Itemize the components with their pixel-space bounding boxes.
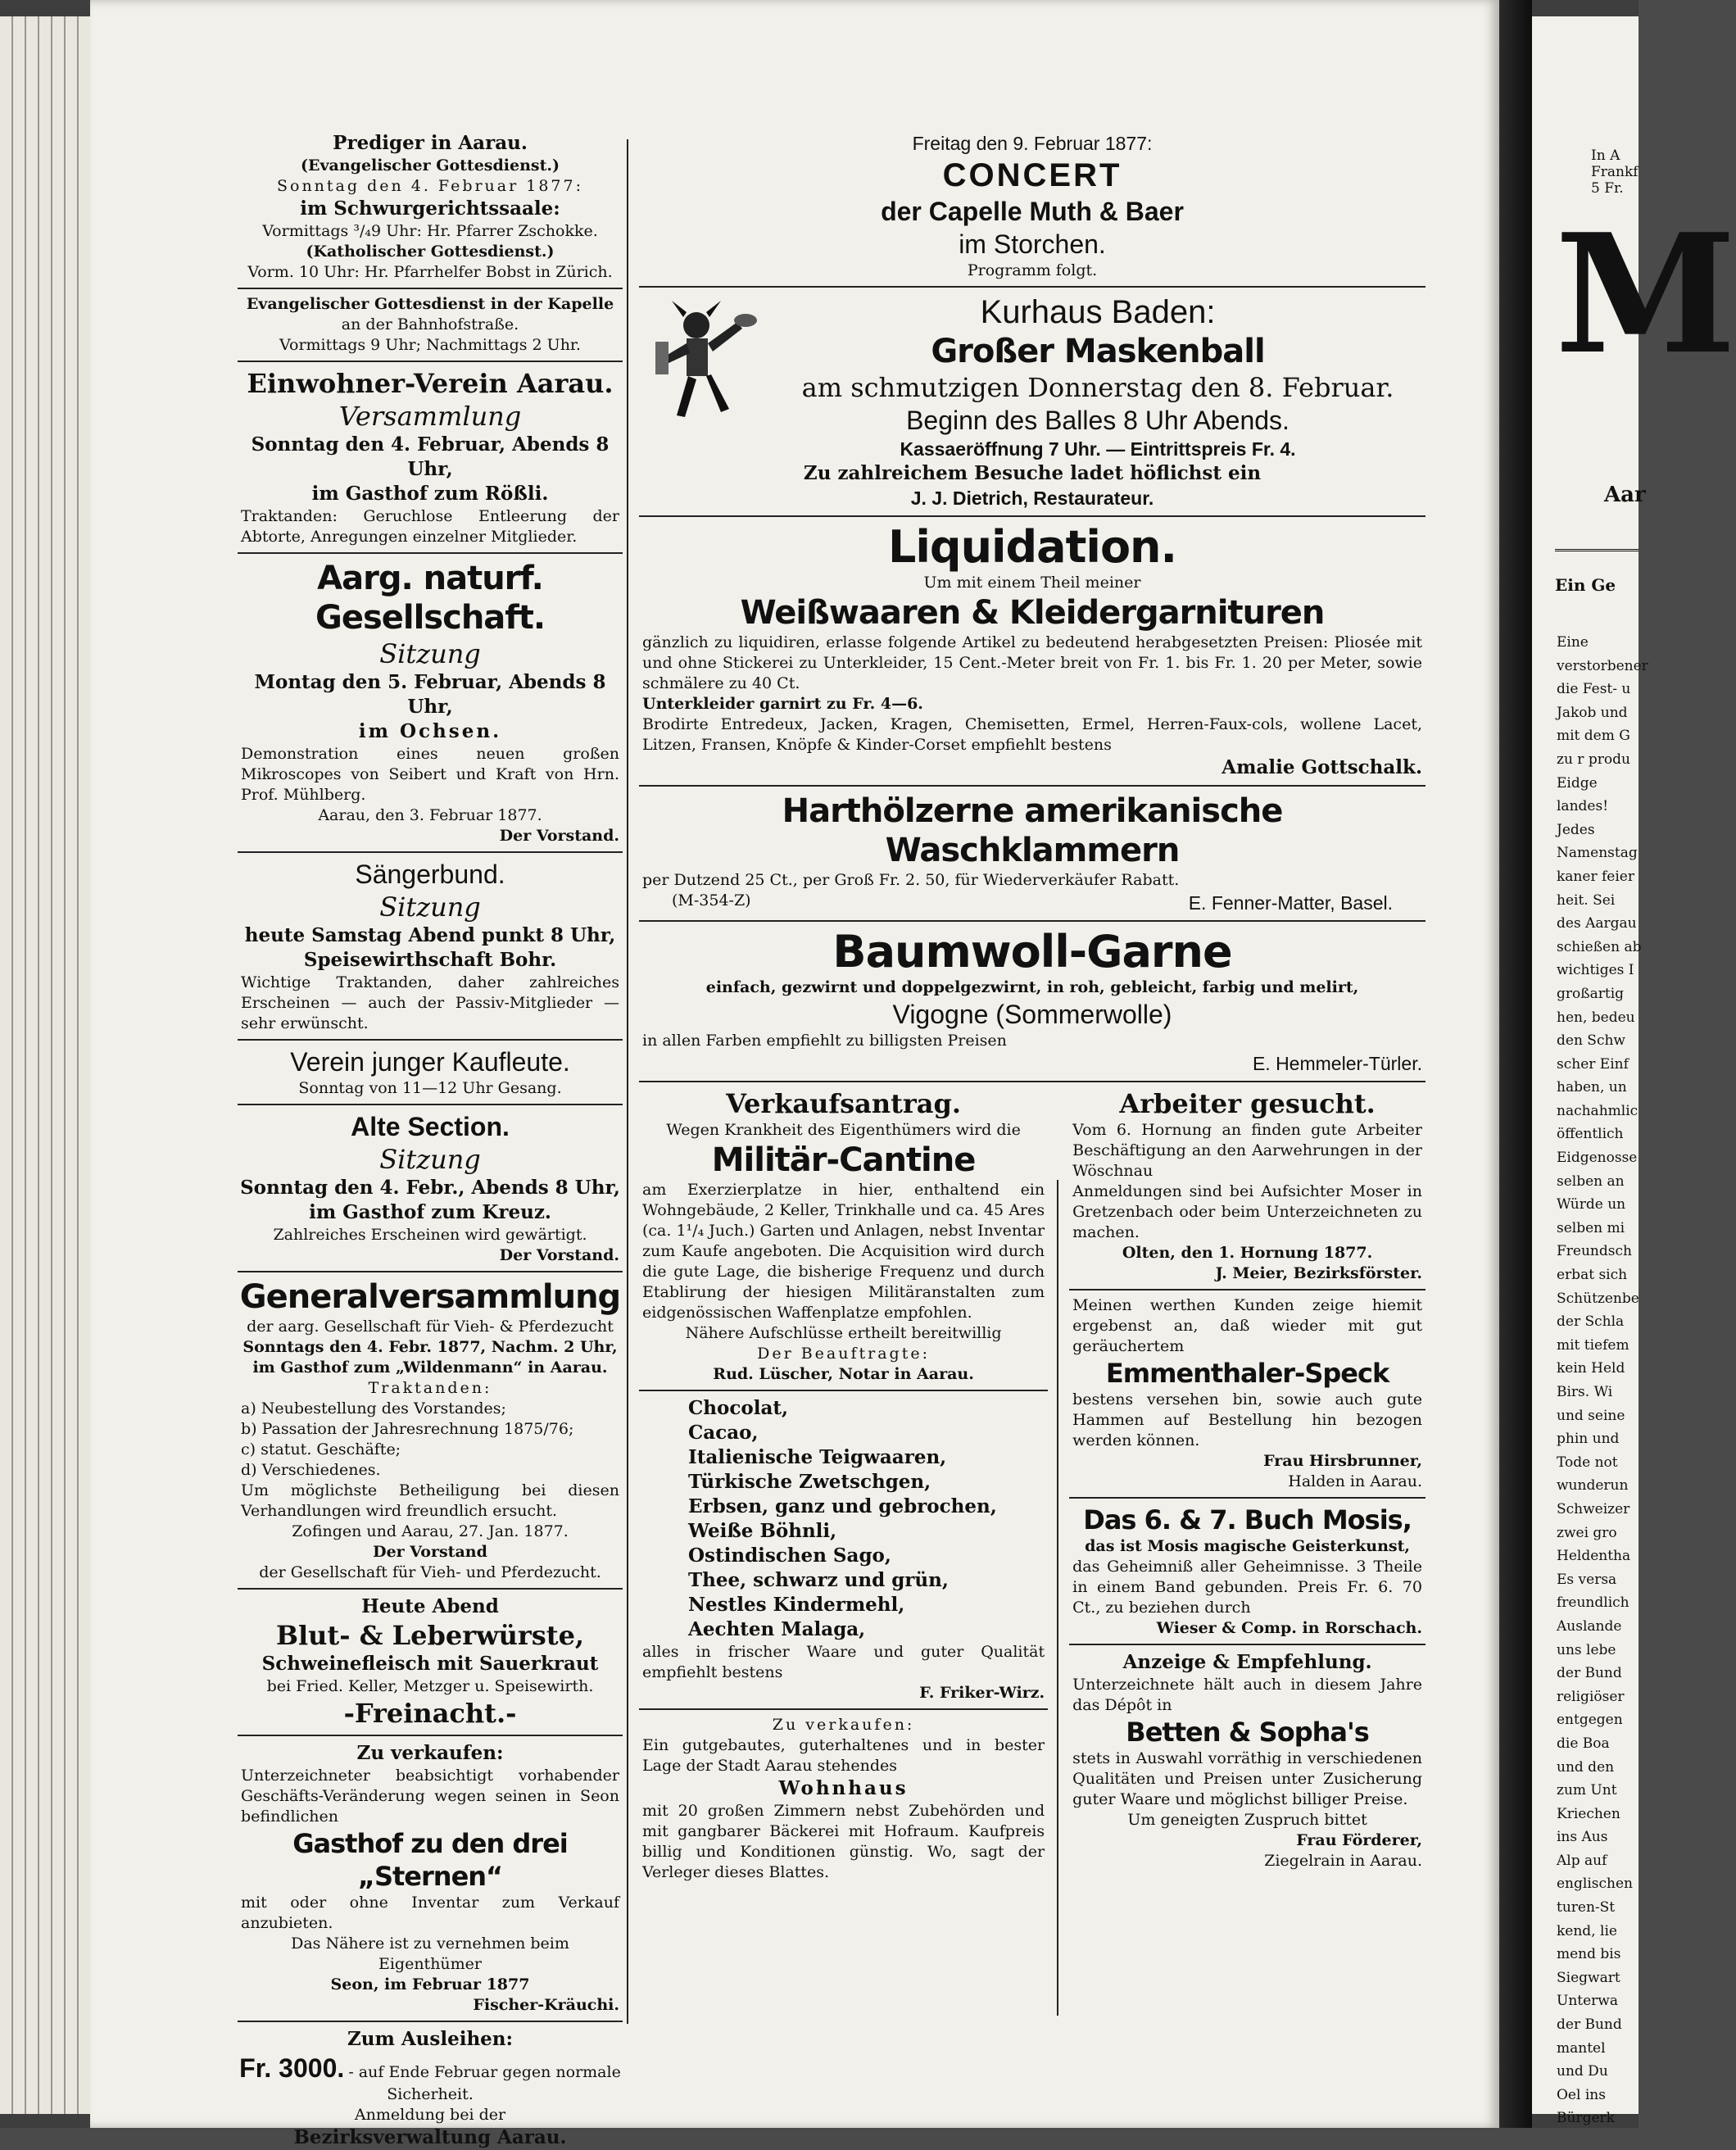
middle-column bbox=[639, 131, 1426, 1883]
adjacent-text-line: und seine bbox=[1557, 1407, 1625, 1424]
colonial-item: Cacao, bbox=[688, 1422, 759, 1444]
arbeiter-sign: J. Meier, Bezirksförster. bbox=[1215, 1264, 1422, 1282]
verkaufen-text3: Das Nähere ist zu vernehmen beim Eigenthümer bbox=[291, 1935, 569, 1973]
alte-sign: Der Vorstand. bbox=[499, 1246, 619, 1264]
anzeige-place: Ziegelrain in Aarau. bbox=[1264, 1852, 1422, 1870]
blut-l5: -Freinacht.- bbox=[343, 1698, 517, 1729]
adjacent-text-line: uns lebe bbox=[1557, 1641, 1616, 1658]
kaufleute-title: Verein junger Kaufleute. bbox=[290, 1047, 570, 1077]
adjacent-text-line: Eidgenosse bbox=[1557, 1150, 1638, 1167]
general-trakt: Traktanden: bbox=[368, 1379, 492, 1397]
adjacent-text-line: Birs. Wi bbox=[1557, 1384, 1613, 1400]
saengerbund-title: Sängerbund. bbox=[355, 860, 505, 889]
saengerbund-when: heute Samstag Abend punkt 8 Uhr, bbox=[244, 924, 616, 946]
adjacent-text-line: ins Aus bbox=[1557, 1829, 1608, 1846]
divider bbox=[639, 515, 1426, 517]
divider bbox=[639, 1708, 1048, 1710]
adjacent-text-line: Schützenbe bbox=[1557, 1290, 1639, 1307]
divider bbox=[238, 1588, 623, 1590]
alte-sub: Sitzung bbox=[379, 1144, 481, 1175]
ad-militaer-cantine bbox=[639, 1087, 1048, 1385]
liquidation-title: Liquidation. bbox=[888, 521, 1176, 573]
liquidation-big: Weißwaaren & Kleidergarnituren bbox=[740, 594, 1325, 632]
kurhaus-when: am schmutzigen Donnerstag den 8. Februar. bbox=[801, 372, 1394, 403]
ausleihen-title: Zum Ausleihen: bbox=[347, 2028, 514, 2050]
prediger-ev-heading: (Evangelischer Gottesdienst.) bbox=[301, 156, 560, 175]
general-title: Generalversammlung bbox=[239, 1278, 621, 1316]
adjacent-text-line: großartig bbox=[1557, 985, 1625, 1002]
speck-sign: Frau Hirsbrunner, bbox=[1263, 1452, 1422, 1470]
adjacent-text-line: Tode not bbox=[1557, 1454, 1618, 1471]
sub-column-right bbox=[1058, 1087, 1426, 1883]
concert-date: Freitag den 9. Februar 1877: bbox=[912, 133, 1153, 154]
colonial-text: alles in frischer Waare und guter Qualität empfiehlt bestens bbox=[642, 1643, 1045, 1681]
verkaufen-sign: Fischer-Kräuchi. bbox=[473, 1996, 619, 2014]
adjacent-text-line: mend bis bbox=[1557, 1946, 1621, 1963]
general-line2: Sonntags den 4. Febr. 1877, Nachm. 2 Uhr, bbox=[242, 1338, 618, 1356]
naturf-sign: Der Vorstand. bbox=[499, 827, 619, 845]
adjacent-text-line: mit tiefem bbox=[1557, 1336, 1629, 1354]
prediger-place: im Schwurgerichtssaale: bbox=[300, 197, 560, 220]
divider bbox=[238, 851, 623, 853]
arbeiter-text: Vom 6. Hornung an finden gute Arbeiter Beschäftigung an den Aarwehrungen in der Wöschnau bbox=[1072, 1121, 1422, 1180]
adjacent-text-line: Eine bbox=[1557, 634, 1589, 651]
arbeiter-date: Olten, den 1. Hornung 1877. bbox=[1122, 1244, 1373, 1262]
waschklammern-text: per Dutzend 25 Ct., per Groß Fr. 2. 50, für Wiederverkäufer Rabatt. bbox=[642, 871, 1180, 889]
book-gutter bbox=[1499, 0, 1532, 2128]
verkaufsantrag-big: Militär-Cantine bbox=[711, 1141, 976, 1179]
wohnhaus-big: Wohnhaus bbox=[778, 1777, 909, 1799]
adjacent-top-line: 5 Fr. bbox=[1591, 180, 1624, 197]
einwohner-sub: Versammlung bbox=[338, 401, 522, 432]
ad-liquidation bbox=[639, 522, 1426, 780]
adjacent-text-line: der Schla bbox=[1557, 1313, 1625, 1331]
mosis-title: Das 6. & 7. Buch Mosis, bbox=[1083, 1504, 1412, 1535]
waschklammern-code: (M-354-Z) bbox=[672, 891, 751, 909]
mosis-sign: Wieser & Comp. in Rorschach. bbox=[1156, 1619, 1422, 1637]
blut-l3: Schweinefleisch mit Sauerkraut bbox=[261, 1653, 599, 1675]
baumwolle-vigogne: Vigogne (Sommerwolle) bbox=[892, 1000, 1172, 1029]
colonial-item: Italienische Teigwaaren, bbox=[688, 1446, 947, 1468]
waschklammern-title: Harthölzerne amerikanische Waschklammern bbox=[782, 792, 1283, 869]
general-sign2: der Gesellschaft für Vieh- und Pferdezucht. bbox=[259, 1563, 601, 1581]
concert-where: im Storchen. bbox=[959, 229, 1106, 259]
adjacent-text-line: Jedes bbox=[1557, 821, 1595, 838]
wohnhaus-text: Ein gutgebautes, guterhaltenes und in bester Lage der Stadt Aarau stehendes bbox=[642, 1736, 1045, 1775]
wohnhaus-text2: mit 20 großen Zimmern nebst Zubehörden und mit gangbarer Bäckerei mit Hofraum. Kaufpreis billig und Konditionen günstig. Wo, sagt der Verleger dieses Blattes. bbox=[642, 1802, 1045, 1881]
adjacent-text-line: Eidge bbox=[1557, 774, 1598, 792]
arbeiter-title: Arbeiter gesucht. bbox=[1119, 1088, 1376, 1119]
saengerbund-sub: Sitzung bbox=[379, 891, 481, 923]
divider bbox=[238, 552, 623, 554]
mosis-sub: das ist Mosis magische Geisterkunst, bbox=[1085, 1537, 1410, 1555]
divider bbox=[639, 1390, 1048, 1391]
adjacent-text-line: des Aargau bbox=[1557, 915, 1637, 932]
alte-when: Sonntag den 4. Febr., Abends 8 Uhr, bbox=[240, 1177, 620, 1199]
blut-l1: Heute Abend bbox=[361, 1595, 499, 1617]
adjacent-text-line: Siegwart bbox=[1557, 1969, 1620, 1986]
waschklammern-footer bbox=[639, 891, 1426, 915]
adjacent-text-line: haben, un bbox=[1557, 1079, 1627, 1096]
kurhaus-sign: J. J. Dietrich, Restaurateur. bbox=[910, 488, 1154, 509]
ad-alte-section bbox=[238, 1110, 623, 1266]
ausleihen-sign: Bezirksverwaltung Aarau. bbox=[293, 2126, 567, 2148]
general-line1: der aarg. Gesellschaft für Vieh- & Pferdezucht bbox=[247, 1318, 614, 1336]
adjacent-text-line: Kriechen bbox=[1557, 1805, 1620, 1822]
ad-einwohner-verein bbox=[238, 367, 623, 547]
verkaufen-text2: mit oder ohne Inventar zum Verkauf anzubieten. bbox=[241, 1894, 619, 1932]
adjacent-text-line: den Schw bbox=[1557, 1032, 1625, 1050]
ad-concert bbox=[639, 131, 1426, 281]
adjacent-text-line: wichtiges I bbox=[1557, 962, 1634, 979]
adjacent-text-line: schießen ab bbox=[1557, 938, 1642, 955]
adjacent-text-line: verstorbener bbox=[1557, 657, 1648, 674]
ad-junge-kaufleute bbox=[238, 1046, 623, 1099]
colonial-list bbox=[639, 1396, 1048, 1642]
baumwolle-sign: E. Hemmeler-Türler. bbox=[1252, 1053, 1422, 1074]
colonial-sign: F. Friker-Wirz. bbox=[919, 1684, 1045, 1702]
divider bbox=[639, 286, 1426, 288]
saengerbund-where: Speisewirthschaft Bohr. bbox=[303, 949, 557, 971]
adjacent-text-line: Heldentha bbox=[1557, 1548, 1631, 1565]
adjacent-text-line: zwei gro bbox=[1557, 1524, 1617, 1541]
ausleihen-amount: Fr. 3000. bbox=[239, 2053, 345, 2083]
einwohner-when: Sonntag den 4. Februar, Abends 8 Uhr, bbox=[251, 433, 610, 480]
divider bbox=[238, 361, 623, 362]
speck-intro: Meinen werthen Kunden zeige hiemit ergebenst an, daß wieder mit gut geräuchertem bbox=[1072, 1296, 1422, 1355]
ad-kurhaus-baden bbox=[639, 293, 1426, 510]
einwohner-text: Traktanden: Geruchlose Entleerung der Abtorte, Anregungen einzelner Mitglieder. bbox=[241, 507, 619, 546]
colonial-item: Nestles Kindermehl, bbox=[688, 1594, 905, 1616]
jester-illustration bbox=[639, 293, 762, 440]
general-item: c) statut. Geschäfte; bbox=[241, 1440, 401, 1458]
colonial-item: Aechten Malaga, bbox=[688, 1618, 866, 1640]
adjacent-text-line: Alp auf bbox=[1557, 1852, 1607, 1869]
general-sign: Der Vorstand bbox=[373, 1543, 487, 1561]
baumwolle-title: Baumwoll-Garne bbox=[832, 926, 1232, 977]
column-divider bbox=[627, 139, 628, 2024]
divider bbox=[1069, 1289, 1426, 1290]
einwohner-title: Einwohner-Verein Aarau. bbox=[247, 368, 614, 399]
blut-l2: Blut- & Leberwürste, bbox=[275, 1620, 585, 1651]
naturf-sub: Sitzung bbox=[379, 638, 481, 669]
kaufleute-text: Sonntag von 11—12 Uhr Gesang. bbox=[298, 1079, 562, 1097]
prediger-kapelle: Evangelischer Gottesdienst in der Kapelle bbox=[246, 295, 614, 313]
ad-prediger bbox=[238, 131, 623, 356]
adjacent-text-line: öffentlich bbox=[1557, 1126, 1624, 1143]
ad-generalversammlung bbox=[238, 1277, 623, 1583]
ad-baumwoll-garne bbox=[639, 927, 1426, 1076]
speck-big: Emmenthaler-Speck bbox=[1105, 1358, 1389, 1389]
adjacent-page-cropped bbox=[1532, 16, 1736, 2127]
adjacent-text-line: landes! bbox=[1557, 798, 1609, 815]
adjacent-text-line: der Bund bbox=[1557, 1665, 1622, 1682]
naturf-date: Aarau, den 3. Februar 1877. bbox=[318, 806, 542, 824]
adjacent-text-line: mantel bbox=[1557, 2039, 1606, 2057]
adjacent-text-line: scher Einf bbox=[1557, 1055, 1629, 1073]
adjacent-text-line: Es versa bbox=[1557, 1571, 1617, 1588]
adjacent-text-line: Freundsch bbox=[1557, 1243, 1632, 1260]
adjacent-text-line: selben an bbox=[1557, 1173, 1625, 1190]
arbeiter-text2: Anmeldungen sind bei Aufsichter Moser in Gretzenbach oder beim Unterzeichneten zu machen. bbox=[1072, 1182, 1422, 1241]
general-date: Zofingen und Aarau, 27. Jan. 1877. bbox=[292, 1522, 569, 1540]
wohnhaus-title: Zu verkaufen: bbox=[772, 1716, 915, 1734]
ad-wohnhaus bbox=[639, 1715, 1048, 1883]
general-item: d) Verschiedenes. bbox=[241, 1461, 381, 1479]
adjacent-text-line: kend, lie bbox=[1557, 1922, 1617, 1939]
adjacent-top-line: In A bbox=[1591, 147, 1620, 164]
adjacent-text-line: heit. Sei bbox=[1557, 891, 1616, 909]
adjacent-text-line: Schweizer bbox=[1557, 1500, 1630, 1517]
general-items bbox=[238, 1399, 623, 1481]
waschklammern-sign: E. Fenner-Matter, Basel. bbox=[1188, 892, 1393, 914]
prediger-date: Sonntag den 4. Februar 1877: bbox=[276, 177, 584, 195]
naturf-text: Demonstration eines neuen großen Mikroscopes von Seibert und Kraft von Hrn. Prof. Mühlberg. bbox=[241, 745, 619, 804]
prediger-kath-text: Vorm. 10 Uhr: Hr. Pfarrhelfer Bobst in Zürich. bbox=[247, 263, 613, 281]
adjacent-text-line: kaner feier bbox=[1557, 868, 1634, 885]
verkaufen-date: Seon, im Februar 1877 bbox=[330, 1975, 530, 1994]
liquidation-text2: Unterkleider garnirt zu Fr. 4—6. bbox=[642, 695, 923, 713]
anzeige-text: Unterzeichnete hält auch in diesem Jahre das Dépôt in bbox=[1072, 1676, 1422, 1714]
adjacent-text-line: Namenstag bbox=[1557, 845, 1638, 862]
divider bbox=[1069, 1644, 1426, 1645]
alte-where: im Gasthof zum Kreuz. bbox=[309, 1201, 551, 1223]
speck-place: Halden in Aarau. bbox=[1288, 1472, 1422, 1490]
ad-gasthof-sternen bbox=[238, 1741, 623, 2016]
adjacent-text-line: turen-St bbox=[1557, 1899, 1616, 1916]
adjacent-text-line: Jakob und bbox=[1557, 704, 1628, 721]
general-line3: im Gasthof zum „Wildenmann“ in Aarau. bbox=[252, 1358, 608, 1377]
divider bbox=[238, 1735, 623, 1736]
liquidation-text: gänzlich zu liquidiren, erlasse folgende Artikel zu bedeutend herabgesetzten Preisen: Pliosée mit und ohne Stickerei zu Unterkleider, 15 Cent.-Meter breit von Fr. 1. bis Fr. 1. 20 per Meter, sowie schmälere zu 40 Ct. bbox=[642, 633, 1422, 692]
liquidation-text3: Brodirte Entredeux, Jacken, Kragen, Chemisetten, Ermel, Herren-Faux-cols, wollene Lacet, Litzen, Fransen, Knöpfe & Kinder-Corset empfiehlt bestens bbox=[642, 715, 1422, 754]
adjacent-page-top-note bbox=[1591, 147, 1639, 197]
ad-naturf-gesellschaft bbox=[238, 559, 623, 846]
adjacent-masthead-letter: M bbox=[1555, 198, 1736, 391]
concert-line: der Capelle Muth & Baer bbox=[881, 197, 1184, 226]
saengerbund-text: Wichtige Traktanden, daher zahlreiches Erscheinen — auch der Passiv-Mitglieder — sehr erwünscht. bbox=[241, 973, 619, 1032]
adjacent-text-line: selben mi bbox=[1557, 1219, 1625, 1236]
adjacent-text-line: die Boa bbox=[1557, 1735, 1610, 1752]
ad-blutwuerste bbox=[238, 1594, 623, 1730]
baumwolle-text: einfach, gezwirnt und doppelgezwirnt, in roh, gebleicht, farbig und melirt, bbox=[705, 978, 1359, 996]
liquidation-intro: Um mit einem Theil meiner bbox=[923, 574, 1141, 592]
colonial-item: Chocolat, bbox=[688, 1397, 788, 1419]
adjacent-heading: Ein Ge bbox=[1555, 575, 1616, 595]
kurhaus-invite: Zu zahlreichem Besuche ladet höflichst ein bbox=[803, 462, 1262, 484]
concert-prog: Programm folgt. bbox=[967, 261, 1098, 279]
adjacent-text-line: kein Held bbox=[1557, 1360, 1625, 1377]
adjacent-rule bbox=[1555, 549, 1639, 551]
adjacent-text-line: freundlich bbox=[1557, 1594, 1629, 1612]
verkaufsantrag-intro: Wegen Krankheit des Eigenthümers wird die bbox=[666, 1121, 1021, 1139]
ad-colonialwaaren bbox=[639, 1396, 1048, 1703]
liquidation-sign: Amalie Gottschalk. bbox=[1222, 756, 1422, 778]
verkaufen-text: Unterzeichneter beabsichtigt vorhabender Geschäfts-Veränderung wegen seinen in Seon befindlichen bbox=[241, 1767, 619, 1826]
kurhaus-kasse: Kassaeröffnung 7 Uhr. — Eintrittspreis Fr. 4. bbox=[900, 438, 1296, 460]
kurhaus-begin: Beginn des Balles 8 Uhr Abends. bbox=[906, 406, 1290, 435]
adjacent-top-line: Frankf bbox=[1591, 164, 1639, 180]
ad-ausleihen bbox=[238, 2027, 623, 2150]
alte-text: Zahlreiches Erscheinen wird gewärtigt. bbox=[273, 1226, 587, 1244]
divider bbox=[639, 920, 1426, 922]
adjacent-text-line: Bürgerk bbox=[1557, 2110, 1615, 2127]
general-item: a) Neubestellung des Vorstandes; bbox=[241, 1399, 506, 1417]
adjacent-text-line: Auslande bbox=[1557, 1617, 1622, 1635]
divider bbox=[238, 1039, 623, 1041]
verkaufsantrag-text: am Exerzierplatze in hier, enthaltend ein Wohngebäude, 2 Keller, Trinkhalle und ca. 45 Ares (ca. 1¹/₄ Juch.) Garten und Anlagen, nebst Inventar zum Kaufe angeboten. Die Acquisition wird durch die gute Lage, die bisherige Frequenz und durch Etablirung der hiesigen Militäranstalten zum eidgenössischen Waffenplatze empfohlen. bbox=[642, 1181, 1045, 1322]
ausleihen-text2: Anmeldung bei der bbox=[354, 2106, 506, 2124]
verkaufsantrag-trust: Der Beauftragte: bbox=[757, 1345, 931, 1363]
divider bbox=[238, 1104, 623, 1105]
colonial-item: Thee, schwarz und grün, bbox=[688, 1569, 949, 1591]
adjacent-text-line: Oel ins bbox=[1557, 2086, 1606, 2103]
kurhaus-big: Großer Maskenball bbox=[931, 333, 1265, 370]
adjacent-text-line: die Fest- u bbox=[1557, 681, 1631, 698]
anzeige-big: Betten & Sopha's bbox=[1126, 1717, 1369, 1748]
adjacent-text-line: der Bund bbox=[1557, 2016, 1622, 2034]
adjacent-text-line: Unterwa bbox=[1557, 1993, 1618, 2010]
naturf-where: im Ochsen. bbox=[358, 720, 502, 742]
naturf-when: Montag den 5. Februar, Abends 8 Uhr, bbox=[254, 671, 606, 718]
colonial-item: Türkische Zwetschgen, bbox=[688, 1471, 931, 1493]
anzeige-title: Anzeige & Empfehlung. bbox=[1122, 1651, 1372, 1673]
verkaufsantrag-sign: Rud. Lüscher, Notar in Aarau. bbox=[713, 1365, 974, 1383]
ad-buch-mosis bbox=[1069, 1504, 1426, 1639]
ad-arbeiter-gesucht bbox=[1069, 1087, 1426, 1284]
verkaufsantrag-title: Verkaufsantrag. bbox=[726, 1088, 962, 1119]
prediger-kapelle3: Vormittags 9 Uhr; Nachmittags 2 Uhr. bbox=[279, 336, 581, 354]
baumwolle-text2: in allen Farben empfiehlt zu billigsten Preisen bbox=[642, 1032, 1007, 1050]
divider bbox=[639, 1081, 1426, 1082]
adjacent-text-line: erbat sich bbox=[1557, 1267, 1628, 1284]
divider bbox=[639, 785, 1426, 787]
adjacent-text-line: hen, bedeu bbox=[1557, 1009, 1635, 1026]
colonial-item: Erbsen, ganz und gebrochen, bbox=[688, 1495, 997, 1517]
ad-saengerbund bbox=[238, 858, 623, 1034]
naturf-title: Aarg. naturf. Gesellschaft. bbox=[315, 560, 546, 637]
general-text: Um möglichste Betheiligung bei diesen Verhandlungen wird freundlich ersucht. bbox=[241, 1481, 619, 1520]
concert-title: CONCERT bbox=[942, 157, 1122, 193]
anzeige-text2: stets in Auswahl vorräthig in verschiedenen Qualitäten und Preisen unter Zusicherung guter Waare und möglichst billiger Preise. bbox=[1072, 1749, 1422, 1808]
two-column-section bbox=[639, 1087, 1426, 1883]
prediger-title: Prediger in Aarau. bbox=[333, 132, 528, 154]
speck-text: bestens versehen bin, sowie auch gute Hammen auf Bestellung hin bezogen werden können. bbox=[1072, 1390, 1422, 1449]
ausleihen-text: - auf Ende Februar gegen normale Sicherheit. bbox=[348, 2063, 621, 2103]
divider bbox=[238, 288, 623, 289]
adjacent-text-line: entgegen bbox=[1557, 1712, 1623, 1729]
einwohner-where: im Gasthof zum Rößli. bbox=[311, 483, 549, 505]
adjacent-text-line: zum Unt bbox=[1557, 1782, 1617, 1799]
adjacent-text-line: nachahmlic bbox=[1557, 1102, 1639, 1119]
ad-betten-sophas bbox=[1069, 1650, 1426, 1871]
stacked-page-edges bbox=[0, 16, 90, 2114]
general-item: b) Passation der Jahresrechnung 1875/76; bbox=[241, 1420, 574, 1438]
adjacent-text-line: und Du bbox=[1557, 2063, 1608, 2080]
adjacent-text-lines bbox=[1557, 631, 1648, 2130]
adjacent-title: Aar bbox=[1604, 483, 1646, 507]
adjacent-text-line: religiöser bbox=[1557, 1688, 1625, 1705]
adjacent-text-line: zu r produ bbox=[1557, 751, 1630, 768]
verkaufen-big: Gasthof zu den drei „Sternen“ bbox=[292, 1828, 568, 1892]
adjacent-text-line: wunderun bbox=[1557, 1477, 1629, 1495]
mosis-text: das Geheimniß aller Geheimnisse. 3 Theile in einem Band gebunden. Preis Fr. 6. 70 Ct., zu beziehen durch bbox=[1072, 1558, 1422, 1617]
kurhaus-title: Kurhaus Baden: bbox=[980, 294, 1216, 330]
anzeige-text3: Um geneigten Zuspruch bittet bbox=[1127, 1811, 1367, 1829]
blut-l4: bei Fried. Keller, Metzger u. Speisewirth. bbox=[266, 1677, 594, 1695]
prediger-kath-heading: (Katholischer Gottesdienst.) bbox=[306, 243, 555, 261]
divider bbox=[238, 1271, 623, 1272]
anzeige-sign: Frau Förderer, bbox=[1296, 1831, 1422, 1849]
ad-waschklammern bbox=[639, 792, 1426, 915]
verkaufen-title: Zu verkaufen: bbox=[356, 1742, 504, 1764]
colonial-item: Weiße Böhnli, bbox=[688, 1520, 837, 1542]
adjacent-text-line: phin und bbox=[1557, 1431, 1620, 1448]
adjacent-text-line: Würde un bbox=[1557, 1196, 1626, 1213]
sub-column-left bbox=[639, 1087, 1058, 1883]
colonial-item: Ostindischen Sago, bbox=[688, 1544, 891, 1567]
divider bbox=[238, 2021, 623, 2022]
adjacent-text-line: und den bbox=[1557, 1758, 1615, 1776]
left-column bbox=[238, 131, 623, 2150]
ad-emmenthaler-speck bbox=[1069, 1295, 1426, 1492]
prediger-morning: Vormittags ³/₄9 Uhr: Hr. Pfarrer Zschokke. bbox=[262, 222, 598, 240]
prediger-kapelle2: an der Bahnhofstraße. bbox=[341, 315, 519, 333]
adjacent-text-line: mit dem G bbox=[1557, 728, 1630, 745]
adjacent-text-line: englischen bbox=[1557, 1876, 1633, 1893]
alte-title: Alte Section. bbox=[351, 1112, 510, 1141]
verkaufsantrag-text2: Nähere Aufschlüsse ertheilt bereitwillig bbox=[685, 1324, 1002, 1342]
divider bbox=[1069, 1497, 1426, 1499]
